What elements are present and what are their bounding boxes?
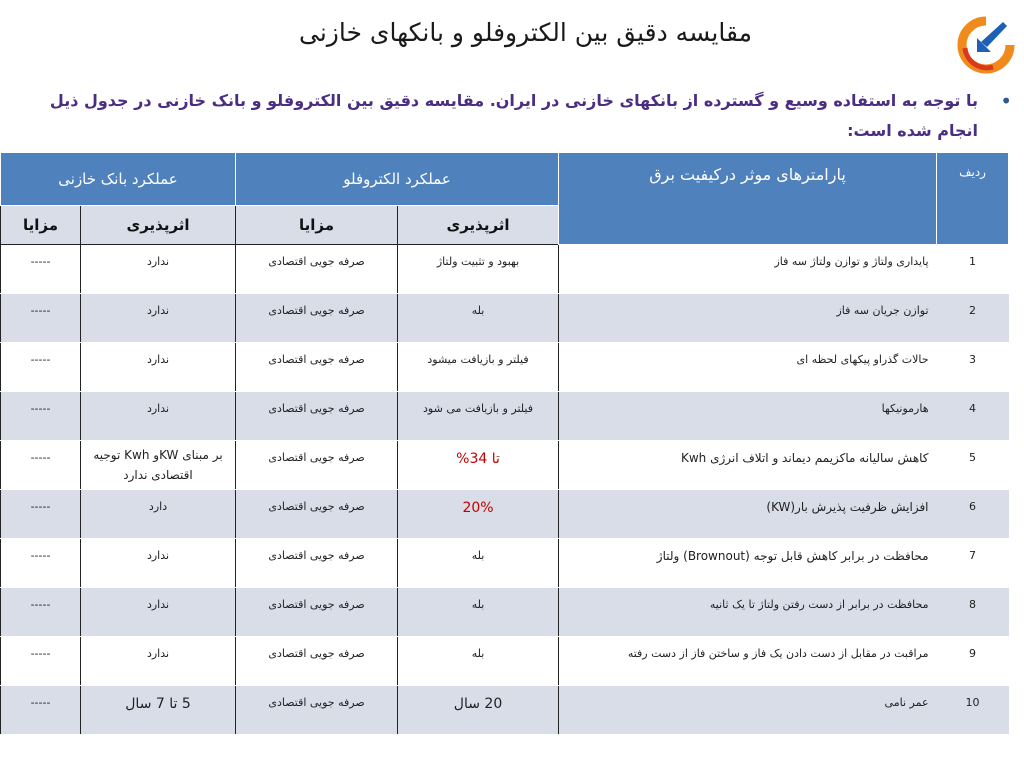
- row-ef-advantage: صرفه جویی اقتصادی: [236, 588, 398, 637]
- row-ef-effect: بله: [398, 637, 559, 686]
- row-number: 4: [937, 392, 1009, 441]
- logo-icon: [955, 12, 1017, 74]
- row-ef-effect: تا 34%: [398, 441, 559, 490]
- row-param: عمر نامی: [559, 686, 937, 735]
- row-ef-advantage: صرفه جویی اقتصادی: [236, 343, 398, 392]
- row-ef-effect: 20 سال: [398, 686, 559, 735]
- row-cb-effect: دارد: [81, 490, 236, 539]
- row-number: 2: [937, 294, 1009, 343]
- row-cb-effect: ندارد: [81, 392, 236, 441]
- row-param: مراقبت در مقابل از دست دادن یک فاز و ساختن فاز از دست رفته: [559, 637, 937, 686]
- table-row: [1, 490, 1009, 539]
- row-ef-advantage: صرفه جویی اقتصادی: [236, 490, 398, 539]
- row-cb-effect: ندارد: [81, 245, 236, 294]
- row-cb-advantage: -----: [1, 343, 81, 392]
- row-cb-effect: ندارد: [81, 588, 236, 637]
- row-ef-advantage: صرفه جویی اقتصادی: [236, 637, 398, 686]
- row-ef-advantage: صرفه جویی اقتصادی: [236, 245, 398, 294]
- table-row: [1, 588, 1009, 637]
- row-cb-effect: ندارد: [81, 343, 236, 392]
- row-param: حالات گذراو پیکهای لحظه ای: [559, 343, 937, 392]
- row-cb-effect: ندارد: [81, 637, 236, 686]
- row-number: 5: [937, 441, 1009, 490]
- row-cb-advantage: -----: [1, 490, 81, 539]
- table-row: [1, 294, 1009, 343]
- row-ef-advantage: صرفه جویی اقتصادی: [236, 686, 398, 735]
- row-param: محافظت در برابر کاهش قابل توجه (Brownout) ولتاژ: [559, 539, 937, 588]
- table-row: [1, 343, 1009, 392]
- row-ef-advantage: صرفه جویی اقتصادی: [236, 294, 398, 343]
- row-param: محافظت در برابر از دست رفتن ولتاژ تا یک ثانیه: [559, 588, 937, 637]
- table-row: [1, 392, 1009, 441]
- subheader-ef-advantages: مزایا: [236, 206, 398, 245]
- row-cb-advantage: -----: [1, 686, 81, 735]
- row-cb-effect: ندارد: [81, 294, 236, 343]
- row-param: پایداری ولتاژ و توازن ولتاژ سه فاز: [559, 245, 937, 294]
- row-ef-effect: فیلتر و بازیافت می شود: [398, 392, 559, 441]
- page-title: مقایسه دقیق بین الکتروفلو و بانکهای خازنی: [299, 18, 752, 47]
- header-electroflow: عملکرد الکتروفلو: [236, 153, 559, 206]
- row-param: افزایش ظرفیت پذیرش بار(KW): [559, 490, 937, 539]
- row-ef-advantage: صرفه جویی اقتصادی: [236, 441, 398, 490]
- row-cb-advantage: -----: [1, 245, 81, 294]
- row-number: 8: [937, 588, 1009, 637]
- row-ef-effect: بله: [398, 588, 559, 637]
- row-cb-advantage: -----: [1, 441, 81, 490]
- table-row: [1, 637, 1009, 686]
- row-number: 6: [937, 490, 1009, 539]
- row-number: 3: [937, 343, 1009, 392]
- subheader-cb-effect: اثرپذیری: [81, 206, 236, 245]
- row-ef-effect: بهبود و تثبیت ولتاژ: [398, 245, 559, 294]
- table-row: [1, 441, 1009, 490]
- row-number: 9: [937, 637, 1009, 686]
- row-cb-advantage: -----: [1, 588, 81, 637]
- row-cb-advantage: -----: [1, 294, 81, 343]
- row-ef-effect: بله: [398, 294, 559, 343]
- row-cb-advantage: -----: [1, 637, 81, 686]
- row-number: 1: [937, 245, 1009, 294]
- row-cb-effect: 5 تا 7 سال: [81, 686, 236, 735]
- row-param: توازن جریان سه فاز: [559, 294, 937, 343]
- row-cb-effect: ندارد: [81, 539, 236, 588]
- row-ef-effect: بله: [398, 539, 559, 588]
- row-param: هارمونیکها: [559, 392, 937, 441]
- row-cb-advantage: -----: [1, 539, 81, 588]
- table-row: [1, 686, 1009, 735]
- row-ef-advantage: صرفه جویی اقتصادی: [236, 539, 398, 588]
- intro-text: با توجه به استفاده وسیع و گسترده از بانکهای خازنی در ایران. مقایسه دقیق بین الکتروفلو و بانک خازنی در جدول ذیل انجام شده است:: [49, 91, 978, 140]
- table-row: [1, 245, 1009, 294]
- header-capacitor: عملکرد بانک خازنی: [1, 153, 236, 206]
- row-cb-advantage: -----: [1, 392, 81, 441]
- bullet-icon: •: [1000, 89, 1012, 113]
- row-ef-effect: فیلتر و بازیافت میشود: [398, 343, 559, 392]
- comparison-table: [0, 152, 1009, 735]
- header-radif: ردیف: [937, 153, 1009, 245]
- row-cb-effect: بر مبنای KWو Kwh توجیه اقتصادی ندارد: [81, 441, 236, 490]
- header-params: پارامترهای موثر درکیفیت برق: [559, 153, 937, 245]
- subheader-ef-effect: اثرپذیری: [398, 206, 559, 245]
- row-ef-advantage: صرفه جویی اقتصادی: [236, 392, 398, 441]
- row-number: 10: [937, 686, 1009, 735]
- row-ef-effect: 20%: [398, 490, 559, 539]
- row-number: 7: [937, 539, 1009, 588]
- row-param: کاهش سالیانه ماکزیمم دیماند و اتلاف انرژی Kwh: [559, 441, 937, 490]
- subheader-cb-advantages: مزایا: [1, 206, 81, 245]
- table-row: [1, 539, 1009, 588]
